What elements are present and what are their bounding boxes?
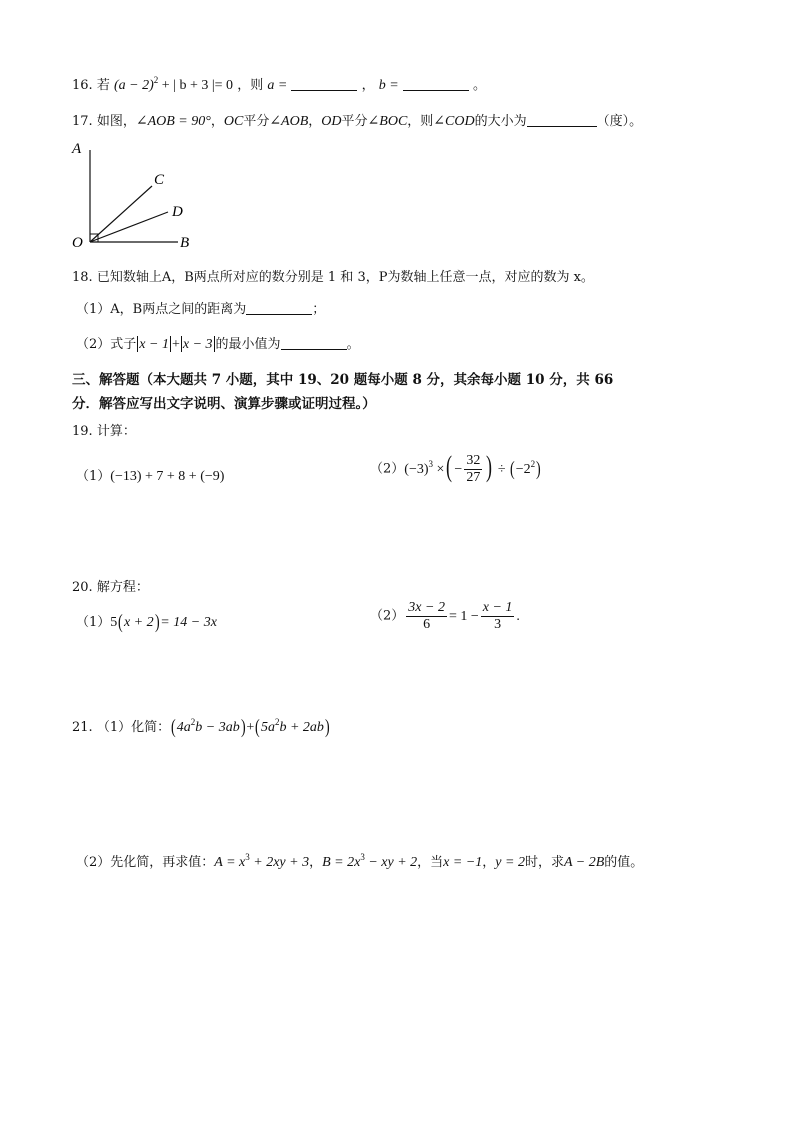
math-expression: (−13) + 7 + 8 + (−9) [110,469,225,484]
question-20-part-2: （2） $\frac{3x - 2}{6}$ = 1 − $\frac{x - 1}{3}$ . [370,600,520,632]
answer-a-label: a = [267,78,288,93]
answer-b-label: b = [378,78,399,93]
question-17: 17. 如图，∠AOB = 90°，OC平分∠AOB，OD平分∠BOC，则∠COD的大小为 （度）。 [72,114,643,129]
answer-blank-distance[interactable] [246,301,312,315]
question-number: 19. [72,424,93,439]
ray-od [90,212,168,242]
math-expression: $\frac{3x - 2}{6}$ = 1 − $\frac{x - 1}{3}$ . [408,600,520,632]
label-b: B [180,235,190,251]
question-text: 已知数轴上A，B两点所对应的数分别是 1 和 3，P为数轴上任意一点，对应的数为 x。 [96,270,594,285]
math-expression: 5(x + 2)= 14 − 3x [110,611,217,633]
answer-blank-min[interactable] [281,336,347,350]
angle-figure [66,136,206,254]
label-o: O [72,235,83,251]
math-expression: $A = x^3 + 2xy + 3$ [214,852,310,870]
label-a: A [72,141,82,157]
question-19-part-1: （1）(−13) + 7 + 8 + (−9) [76,469,225,484]
question-number: 20. [72,580,93,595]
section-header-continued: 分．解答应写出文字说明、演算步骤或证明过程。） [72,396,376,412]
question-number: 17. [72,114,93,129]
fraction: $\frac{3x - 2}{6}$ [408,600,445,632]
fraction: $\frac{32}{27}$ [466,453,481,485]
label-d: D [172,204,183,220]
math-expression: $(a - 2)^2$ + | b + 3 |= 0 [113,75,234,93]
question-number: 18. [72,270,93,285]
question-number: 16. [72,78,93,93]
question-16: 16. 若 $(a - 2)^2$ + | b + 3 |= 0 ，则 a = ， b = 。 [72,75,486,93]
label-c: C [154,172,165,188]
question-18 [72,266,594,285]
math-expression: x − 1 + x − 3 [139,337,213,352]
question-text: 若 [96,78,110,93]
question-21-part-2: （2）先化简，再求值：$A = x^3 + 2xy + 3$，$B = 2x^3$ − xy + 2，当x = −1，y = 2时，求A − 2B的值。 [76,852,644,870]
question-20-part-1: （1）5(x + 2)= 14 − 3x [76,611,217,633]
question-19-part-2: $(2)(-3)^3$ ×( − $\frac{32}{27}$ ) ÷ $(-2^2)$ [370,449,541,485]
question-18-part-1: （1）A，B两点之间的距离为 ； [76,302,326,317]
math-expression: $(-3)^3$ ×( − $\frac{32}{27}$ ) ÷ $(-2^2)$ [404,449,541,485]
fraction: $\frac{x - 1}{3}$ [482,600,513,632]
question-19: 19. 计算： [72,424,136,439]
question-20: 20. 解方程： [72,580,149,595]
question-21: 21. （1）化简：$(4a^2b - 3ab)+(5a^2b + 2ab)$ [72,716,330,738]
section-header: 三、解答题（本大题共 7 小题，其中 19、20 题每小题 8 分，其余每小题 10 分，共 66 [72,372,614,388]
answer-blank-a[interactable] [291,77,357,91]
question-number: 21. [72,720,93,735]
math-expression: $(4a^2b - 3ab)+(5a^2b + 2ab)$ [171,716,330,738]
answer-blank-b[interactable] [403,77,469,91]
answer-blank-angle[interactable] [527,113,597,127]
ray-oc [90,186,152,242]
math-expression: ∠AOB = 90° [135,114,211,129]
question-18-part-2: （2）式子 x − 1 + x − 3 的最小值为 。 [76,337,360,352]
